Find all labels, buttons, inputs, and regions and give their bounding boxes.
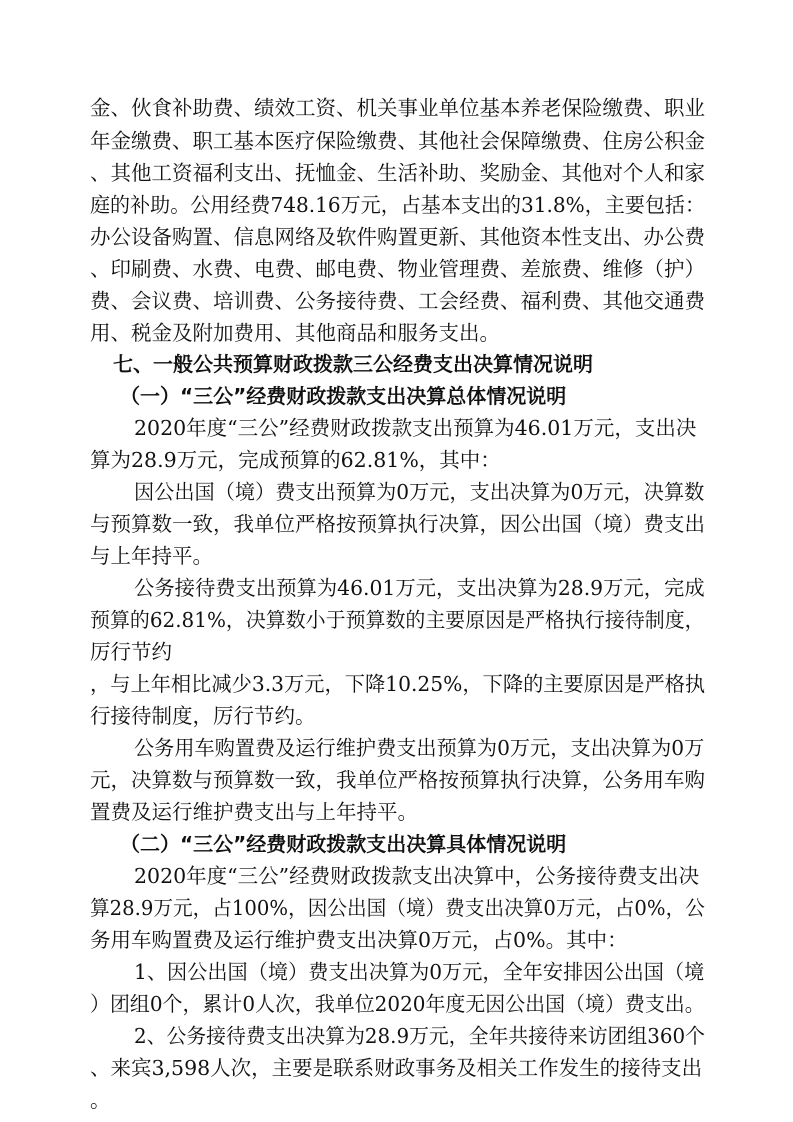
paragraph-line: 公务用车购置费及运行维护费支出预算为0万元，支出决算为0万 — [134, 736, 705, 760]
paragraph-line: 办公设备购置、信息网络及软件购置更新、其他资本性支出、办公费 — [90, 225, 705, 249]
paragraph-line: 置费及运行维护费支出与上年持平。 — [90, 800, 418, 824]
paragraph-line: ，与上年相比减少3.3万元，下降10.25%，下降的主要原因是严格执 — [90, 672, 706, 696]
paragraph-line: 与预算数一致，我单位严格按预算执行决算，因公出国（境）费支出 — [90, 512, 705, 536]
paragraph-line: 元，决算数与预算数一致，我单位严格按预算执行决算，公务用车购 — [90, 768, 705, 792]
section-heading-seven: 七、一般公共预算财政拨款三公经费支出决算情况说明 — [113, 352, 593, 376]
paragraph-line: 算28.9万元，占100%，因公出国（境）费支出决算0万元，占0%，公 — [90, 896, 705, 920]
paragraph-line: 厉行节约 — [90, 640, 172, 664]
paragraph-line: 2020年度“三公”经费财政拨款支出决算中，公务接待费支出决 — [134, 864, 700, 888]
paragraph-line: 费、会议费、培训费、公务接待费、工会经费、福利费、其他交通费 — [90, 289, 705, 313]
paragraph-line: 2020年度“三公”经费财政拨款支出预算为46.01万元，支出决 — [134, 416, 697, 440]
paragraph-line: 年金缴费、职工基本医疗保险缴费、其他社会保障缴费、住房公积金 — [90, 129, 705, 153]
paragraph-line: 务用车购置费及运行维护费支出决算0万元，占0%。其中： — [90, 928, 628, 952]
paragraph-line: 因公出国（境）费支出预算为0万元，支出决算为0万元，决算数 — [134, 480, 705, 504]
paragraph-line: ）团组0个，累计0人次，我单位2020年度无因公出国（境）费支出。 — [90, 992, 705, 1016]
paragraph-line: 公务接待费支出预算为46.01万元，支出决算为28.9万元，完成 — [134, 576, 705, 600]
subsection-heading-one: （一）“三公”经费财政拨款支出决算总体情况说明 — [120, 384, 567, 408]
paragraph-line: 1、因公出国（境）费支出决算为0万元，全年安排因公出国（境 — [134, 960, 705, 984]
paragraph-line: 庭的补助。公用经费748.16万元，占基本支出的31.8%，主要包括： — [90, 193, 706, 217]
paragraph-line: 行接待制度，厉行节约。 — [90, 704, 316, 728]
paragraph-line: 、其他工资福利支出、抚恤金、生活补助、奖励金、其他对个人和家 — [90, 161, 705, 185]
subsection-heading-two: （二）“三公”经费财政拨款支出决算具体情况说明 — [120, 832, 567, 856]
paragraph-line: 。 — [90, 1088, 111, 1112]
paragraph-line: 金、伙食补助费、绩效工资、机关事业单位基本养老保险缴费、职业 — [90, 96, 705, 120]
paragraph-line: 2、公务接待费支出决算为28.9万元，全年共接待来访团组360个 — [134, 1024, 705, 1048]
paragraph-line: 与上年持平。 — [90, 544, 213, 568]
paragraph-line: 预算的62.81%，决算数小于预算数的主要原因是严格执行接待制度， — [90, 608, 705, 632]
paragraph-line: 算为28.9万元，完成预算的62.81%，其中： — [90, 448, 501, 472]
paragraph-line: 、印刷费、水费、电费、邮电费、物业管理费、差旅费、维修（护） — [90, 257, 705, 281]
paragraph-line: 用、税金及附加费用、其他商品和服务支出。 — [90, 321, 500, 345]
paragraph-line: 、来宾3,598人次，主要是联系财政事务及相关工作发生的接待支出 — [90, 1056, 703, 1080]
